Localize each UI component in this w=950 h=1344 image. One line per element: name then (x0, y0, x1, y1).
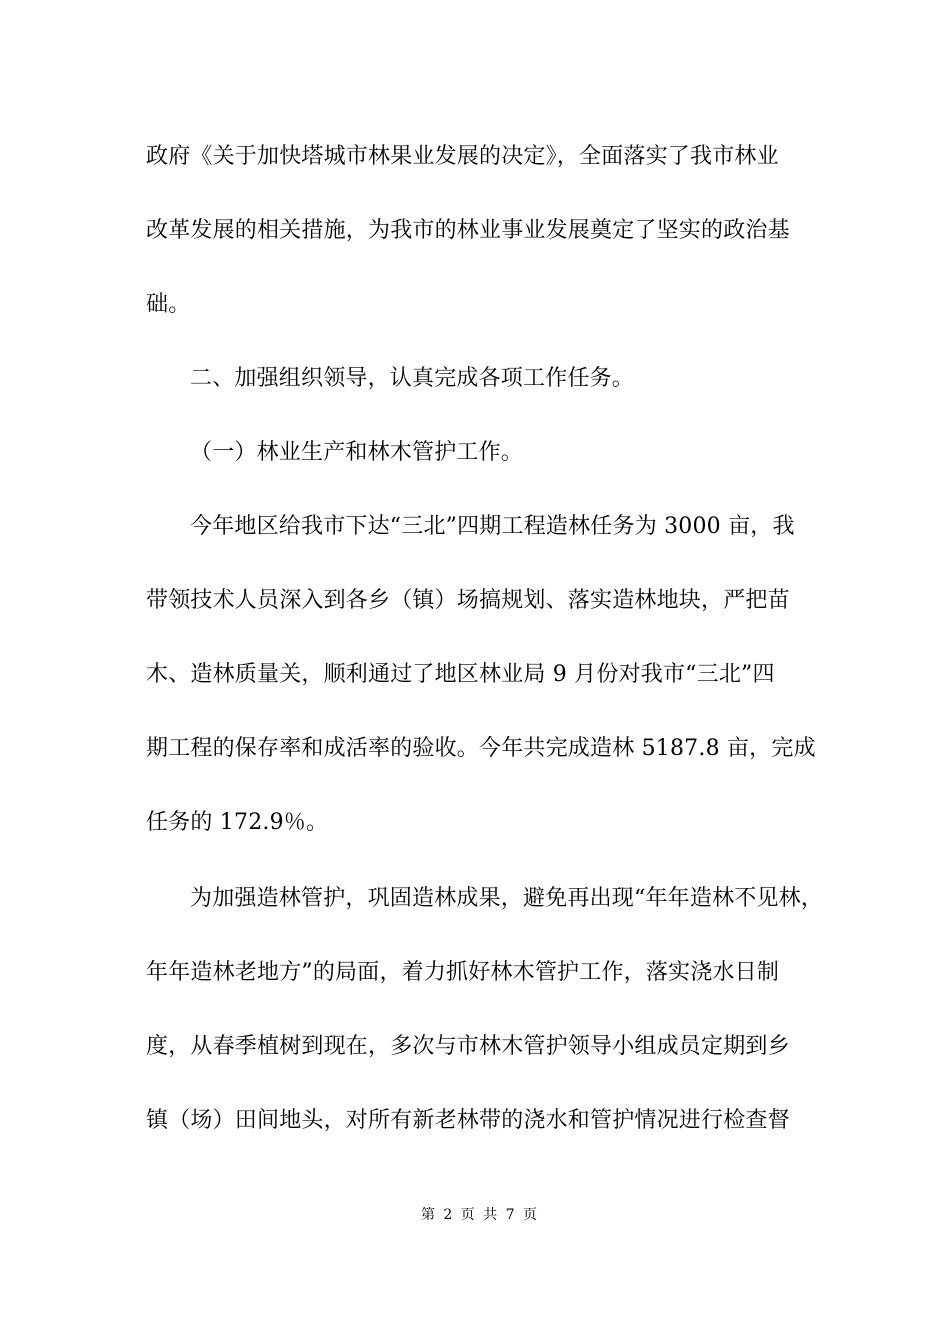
text-line: 木、造林质量关，顺利通过了地区林业局 9 月份对我市“三北”四 (146, 662, 775, 687)
text-line: 今年地区给我市下达“三北”四期工程造林任务为 3000 亩，我 (190, 514, 795, 539)
text-line: 期工程的保存率和成活率的验收。今年共完成造林 5187.8 亩，完成 (146, 736, 816, 761)
text-line: 为加强造林管护，巩固造林成果，避免再出现“年年造林不见林， (190, 886, 824, 911)
text-line: 镇（场）田间地头，对所有新老林带的浇水和管护情况进行检查督 (146, 1108, 790, 1133)
text-line: 改革发展的相关措施，为我市的林业事业发展奠定了坚实的政治基 (146, 218, 790, 243)
section-heading: 二、加强组织领导，认真完成各项工作任务。 (190, 366, 635, 391)
text-line: 任务的 172.9％。 (146, 810, 329, 835)
text-line: 础。 (146, 292, 191, 317)
subsection-heading: （一）林业生产和林木管护工作。 (190, 440, 524, 465)
page-number-footer: 第 2 页 共 7 页 (420, 1207, 540, 1223)
text-line: 年年造林老地方”的局面，着力抓好林木管护工作，落实浇水日制 (146, 960, 780, 985)
text-line: 度，从春季植树到现在，多次与市林木管护领导小组成员定期到乡 (146, 1034, 790, 1059)
text-line: 政府《关于加快塔城市林果业发展的决定》，全面落实了我市林业 (146, 144, 779, 169)
text-line: 带领技术人员深入到各乡（镇）场搞规划、落实造林地块，严把苗 (146, 588, 790, 613)
